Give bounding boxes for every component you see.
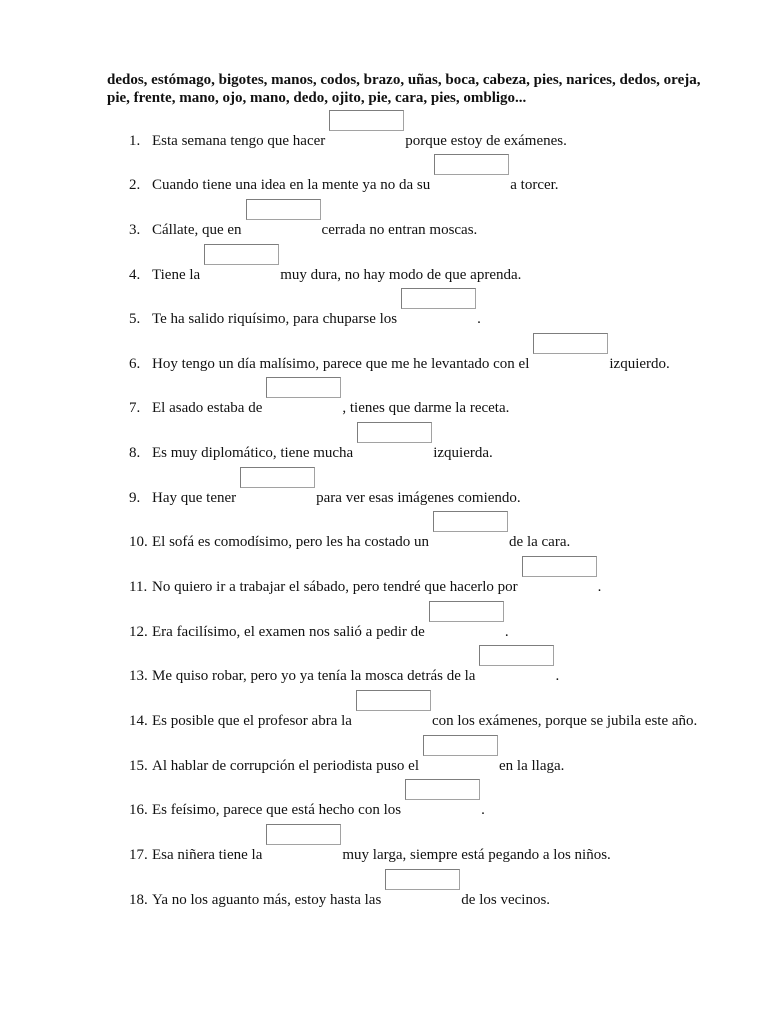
answer-field-4[interactable] bbox=[204, 244, 279, 265]
exercise-sentence bbox=[152, 267, 521, 284]
sentence-start: El sofá es comodísimo, pero les ha costado un bbox=[152, 534, 430, 551]
exercise-number: 3. bbox=[129, 221, 141, 238]
sentence-start: Cállate, que en bbox=[152, 221, 242, 238]
exercise-item-2 bbox=[0, 150, 768, 195]
sentence-end: de la cara. bbox=[509, 534, 571, 551]
exercise-number: 1. bbox=[129, 132, 141, 149]
exercise-item-14 bbox=[0, 685, 768, 730]
exercise-item-3 bbox=[0, 194, 768, 239]
blank-slot bbox=[522, 579, 597, 591]
exercise-number: 17. bbox=[129, 846, 148, 863]
exercise-sentence bbox=[152, 177, 559, 194]
blank-slot bbox=[401, 311, 476, 323]
sentence-start: Ya no los aguanto más, estoy hasta las bbox=[152, 891, 382, 908]
exercise-item-7 bbox=[0, 373, 768, 418]
blank-slot bbox=[385, 892, 460, 904]
sentence-start: Esta semana tengo que hacer bbox=[152, 132, 326, 149]
blank-slot bbox=[433, 534, 508, 546]
sentence-end: muy dura, no hay modo de que aprenda. bbox=[280, 266, 522, 283]
sentence-end: muy larga, siempre está pegando a los niños. bbox=[342, 846, 611, 863]
sentence-end: cerrada no entran moscas. bbox=[321, 221, 478, 238]
blank-slot bbox=[266, 847, 341, 859]
answer-field-6[interactable] bbox=[533, 333, 608, 354]
exercise-item-6 bbox=[0, 328, 768, 373]
exercise-sentence bbox=[152, 758, 564, 775]
exercise-item-17 bbox=[0, 819, 768, 864]
sentence-end: . bbox=[477, 311, 481, 328]
exercise-item-15 bbox=[0, 730, 768, 775]
exercise-sentence bbox=[152, 222, 477, 239]
blank-slot bbox=[356, 713, 431, 725]
answer-field-9[interactable] bbox=[240, 467, 315, 488]
exercise-item-13 bbox=[0, 641, 768, 686]
exercise-sentence bbox=[152, 847, 611, 864]
exercise-number: 7. bbox=[129, 400, 141, 417]
exercise-number: 15. bbox=[129, 757, 148, 774]
blank-slot bbox=[434, 177, 509, 189]
blank-slot bbox=[329, 133, 404, 145]
sentence-start: Tiene la bbox=[152, 266, 201, 283]
sentence-end: , tienes que darme la receta. bbox=[342, 400, 510, 417]
blank-slot bbox=[357, 445, 432, 457]
sentence-end: . bbox=[481, 802, 485, 819]
sentence-start: Me quiso robar, pero yo ya tenía la mosca detrás de la bbox=[152, 668, 476, 685]
exercise-sentence bbox=[152, 668, 559, 685]
sentence-start: Te ha salido riquísimo, para chuparse los bbox=[152, 311, 398, 328]
answer-field-17[interactable] bbox=[266, 824, 341, 845]
sentence-start: Es muy diplomático, tiene mucha bbox=[152, 445, 354, 462]
exercise-number: 5. bbox=[129, 311, 141, 328]
blank-slot bbox=[423, 758, 498, 770]
answer-field-2[interactable] bbox=[434, 154, 509, 175]
blank-slot bbox=[204, 267, 279, 279]
exercise-number: 12. bbox=[129, 623, 148, 640]
sentence-end: en la llaga. bbox=[499, 757, 565, 774]
sentence-end: con los exámenes, porque se jubila este año. bbox=[431, 712, 698, 729]
sentence-start: Era facilísimo, el examen nos salió a pedir de bbox=[152, 623, 425, 640]
exercise-item-1 bbox=[0, 105, 768, 150]
exercise-number: 6. bbox=[129, 355, 141, 372]
exercise-item-18 bbox=[0, 864, 768, 909]
sentence-start: Hoy tengo un día malísimo, parece que me he levantado con el bbox=[152, 355, 530, 372]
exercise-sentence bbox=[152, 713, 697, 730]
answer-field-12[interactable] bbox=[429, 601, 504, 622]
blank-slot bbox=[429, 624, 504, 636]
answer-field-10[interactable] bbox=[433, 511, 508, 532]
sentence-start: Hay que tener bbox=[152, 489, 237, 506]
exercise-number: 14. bbox=[129, 712, 148, 729]
answer-field-3[interactable] bbox=[246, 199, 321, 220]
blank-slot bbox=[246, 222, 321, 234]
sentence-start: No quiero ir a trabajar el sábado, pero tendré que hacerlo por bbox=[152, 579, 518, 596]
exercise-item-4 bbox=[0, 239, 768, 284]
exercise-sentence bbox=[152, 579, 601, 596]
exercise-number: 10. bbox=[129, 534, 148, 551]
exercise-item-16 bbox=[0, 775, 768, 820]
blank-slot bbox=[533, 356, 608, 368]
exercise-sentence bbox=[152, 624, 509, 641]
exercise-number: 16. bbox=[129, 802, 148, 819]
exercise-sentence bbox=[152, 356, 670, 373]
exercise-number: 18. bbox=[129, 891, 148, 908]
exercise-item-10 bbox=[0, 507, 768, 552]
answer-field-15[interactable] bbox=[423, 735, 498, 756]
answer-field-18[interactable] bbox=[385, 869, 460, 890]
exercise-sentence bbox=[152, 892, 550, 909]
sentence-end: porque estoy de exámenes. bbox=[405, 132, 567, 149]
answer-field-14[interactable] bbox=[356, 690, 431, 711]
exercise-sentence bbox=[152, 445, 493, 462]
blank-slot bbox=[405, 802, 480, 814]
exercise-number: 13. bbox=[129, 668, 148, 685]
exercise-item-8 bbox=[0, 417, 768, 462]
exercise-sentence bbox=[152, 802, 485, 819]
answer-field-11[interactable] bbox=[522, 556, 597, 577]
sentence-start: Esa niñera tiene la bbox=[152, 846, 263, 863]
word-bank-line-1: dedos, estómago, bigotes, manos, codos, brazo, uñas, boca, cabeza, pies, narices, dedos, oreja, bbox=[107, 72, 701, 88]
sentence-end: de los vecinos. bbox=[461, 891, 551, 908]
sentence-start: El asado estaba de bbox=[152, 400, 263, 417]
exercise-item-9 bbox=[0, 462, 768, 507]
sentence-end: a torcer. bbox=[510, 177, 559, 194]
answer-field-8[interactable] bbox=[357, 422, 432, 443]
blank-slot bbox=[479, 668, 554, 680]
exercise-sentence bbox=[152, 133, 567, 150]
answer-field-1[interactable] bbox=[329, 110, 404, 131]
answer-field-13[interactable] bbox=[479, 645, 554, 666]
exercise-sentence bbox=[152, 534, 570, 551]
exercise-item-5 bbox=[0, 284, 768, 329]
exercise-item-11 bbox=[0, 551, 768, 596]
sentence-end: izquierda. bbox=[433, 445, 493, 462]
sentence-start: Es posible que el profesor abra la bbox=[152, 712, 352, 729]
sentence-end: para ver esas imágenes comiendo. bbox=[316, 489, 521, 506]
exercise-item-12 bbox=[0, 596, 768, 641]
sentence-end: . bbox=[504, 623, 509, 640]
sentence-start: Al hablar de corrupción el periodista puso el bbox=[152, 757, 419, 774]
sentence-start: Cuando tiene una idea en la mente ya no da su bbox=[152, 177, 431, 194]
exercise-sentence bbox=[152, 490, 521, 507]
sentence-start: Es feísimo, parece que está hecho con los bbox=[152, 802, 402, 819]
exercise-number: 4. bbox=[129, 266, 141, 283]
exercise-number: 9. bbox=[129, 489, 141, 506]
exercise-sentence bbox=[152, 311, 481, 328]
exercise-sentence bbox=[152, 400, 509, 417]
sentence-end: . bbox=[597, 579, 602, 596]
exercise-list bbox=[0, 105, 768, 909]
word-bank-line-2: pie, frente, mano, ojo, mano, dedo, ojito, pie, cara, pies, ombligo... bbox=[107, 90, 527, 106]
sentence-end: . bbox=[555, 668, 560, 685]
blank-slot bbox=[240, 490, 315, 502]
sentence-end: izquierdo. bbox=[609, 355, 670, 372]
exercise-number: 11. bbox=[129, 579, 148, 596]
blank-slot bbox=[266, 400, 341, 412]
answer-field-7[interactable] bbox=[266, 377, 341, 398]
word-bank bbox=[107, 71, 700, 107]
answer-field-16[interactable] bbox=[405, 779, 480, 800]
answer-field-5[interactable] bbox=[401, 288, 476, 309]
exercise-number: 2. bbox=[129, 177, 141, 194]
exercise-number: 8. bbox=[129, 445, 141, 462]
